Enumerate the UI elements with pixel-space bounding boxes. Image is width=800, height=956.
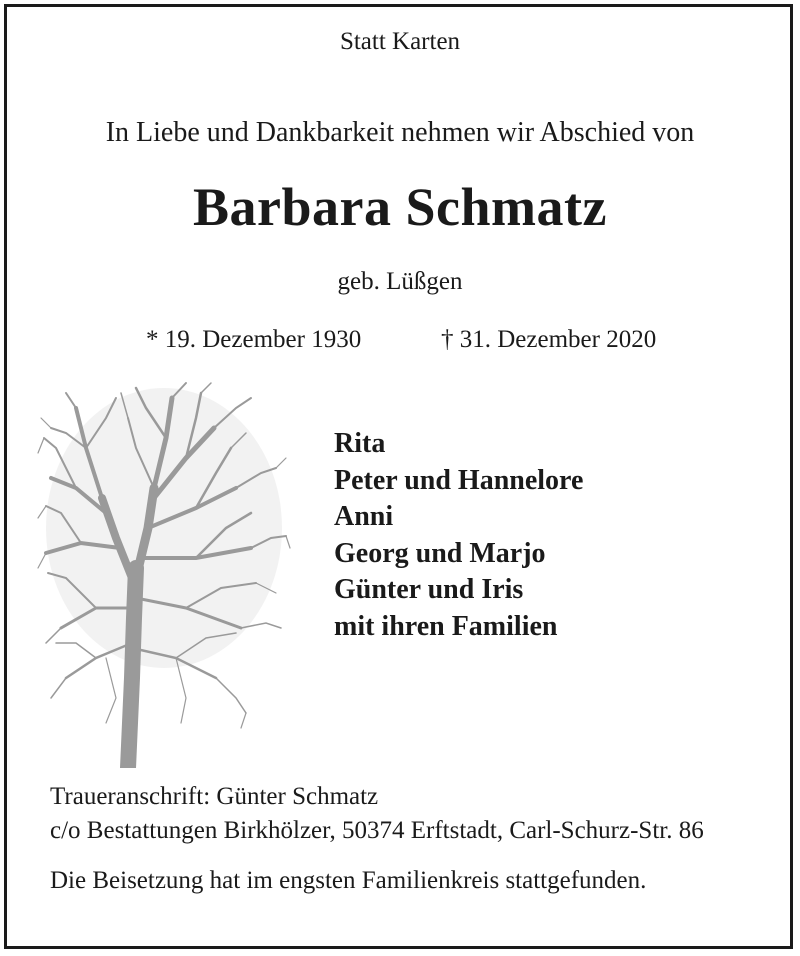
mourner-line: Anni [334,501,394,532]
deceased-name: Barbara Schmatz [193,177,607,237]
birth-date: * 19. Dezember 1930 [146,326,362,353]
burial-note: Die Beisetzung hat im engsten Familienkreis stattgefunden. [50,867,647,894]
intro-text: In Liebe und Dankbarkeit nehmen wir Abschied von [105,117,695,148]
mourners-list [334,426,583,645]
maiden-name: geb. Lüßgen [337,268,463,295]
header-text: Statt Karten [339,28,461,55]
mourner-line: Georg und Marjo [334,537,546,569]
bare-tree-icon [36,378,292,768]
address-line-1: Traueranschrift: Günter Schmatz [50,783,379,810]
mourner-line: mit ihren Familien [334,610,558,642]
mourner-line: Rita [334,428,386,459]
address-line-2: c/o Bestattungen Birkhölzer, 50374 Erftstadt, Carl-Schurz-Str. 86 [50,817,704,844]
mourning-address [50,780,704,848]
mourner-line: Peter und Hannelore [334,464,584,496]
death-date: † 31. Dezember 2020 [441,326,657,353]
mourner-line: Günter und Iris [334,574,524,605]
